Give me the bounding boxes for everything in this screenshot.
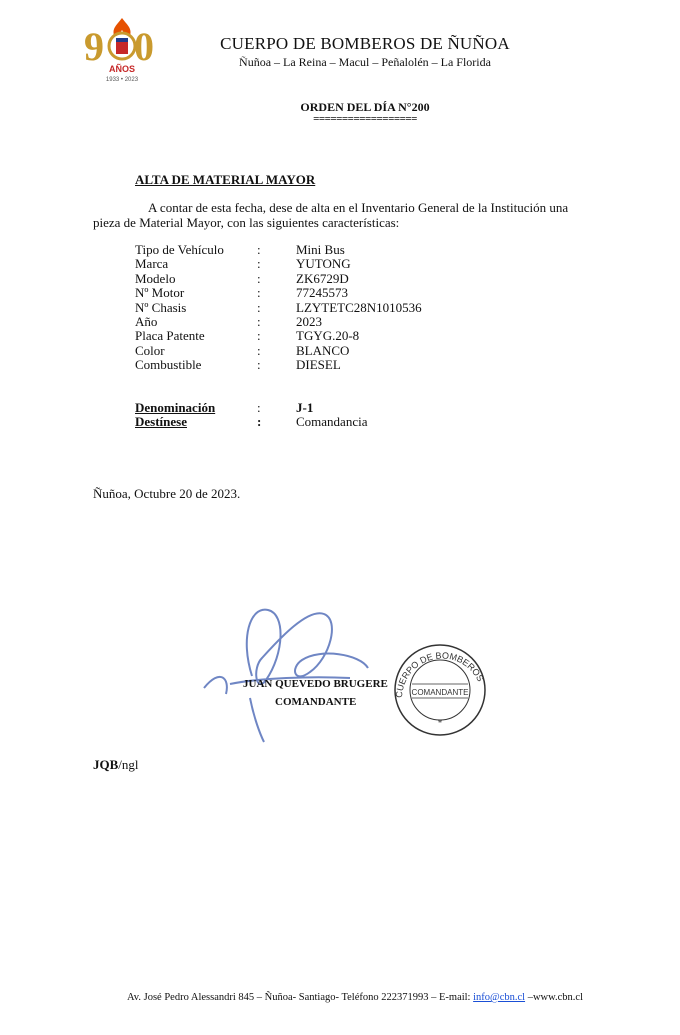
spec-row	[135, 315, 535, 329]
spec-row	[135, 243, 535, 257]
section-title: ALTA DE MATERIAL MAYOR	[135, 172, 316, 187]
destinese-separator: :	[257, 414, 262, 430]
spec-row	[135, 329, 535, 343]
initials-author: JQB	[93, 757, 119, 772]
spec-separator: :	[257, 299, 261, 315]
spec-value: ZK6729D	[296, 270, 349, 286]
denominacion-row	[135, 401, 535, 415]
logo-word: AÑOS	[108, 64, 136, 74]
spec-value: DIESEL	[296, 357, 341, 373]
stamp-center-text: COMANDANTE	[411, 688, 469, 697]
signatory-role: COMANDANTE	[275, 696, 357, 708]
reference-initials	[93, 757, 139, 773]
institution-title: CUERPO DE BOMBEROS DE ÑUÑOA	[220, 34, 510, 53]
spec-separator: :	[257, 357, 261, 373]
spec-row	[135, 301, 535, 315]
spec-separator: :	[257, 342, 261, 358]
order-title-rule: ==================	[313, 113, 417, 125]
spec-label: Nº Chasis	[135, 299, 187, 315]
initials-typist: /ngl	[118, 757, 139, 772]
vehicle-specs	[135, 243, 535, 373]
spec-row	[135, 286, 535, 300]
intro-text: A contar de esta fecha, dese de alta en el Inventario General de la Institución una pieza de Material Mayor, con las siguientes características:	[93, 200, 569, 230]
spec-label: Año	[135, 313, 158, 329]
signature-scribble-icon	[190, 598, 500, 748]
spec-separator: :	[257, 285, 261, 301]
spec-separator: :	[257, 270, 261, 286]
spec-value: TGYG.20-8	[296, 328, 360, 344]
spec-label: Placa Patente	[135, 328, 205, 344]
destinese-row	[135, 415, 535, 429]
destinese-value: Comandancia	[296, 414, 368, 430]
denominacion-label: Denominación	[135, 400, 216, 415]
spec-value: 2023	[296, 313, 322, 329]
institution-communes: Ñuñoa – La Reina – Macul – Peñalolén – La Florida	[239, 55, 491, 69]
commander-stamp-icon	[190, 598, 487, 735]
footer-web: –www.cbn.cl	[525, 992, 583, 1003]
spec-label: Combustible	[135, 357, 202, 373]
spec-row	[135, 272, 535, 286]
spec-value: 77245573	[296, 285, 348, 301]
spec-separator: :	[257, 313, 261, 329]
spec-row	[135, 358, 535, 372]
spec-row	[135, 344, 535, 358]
intro-paragraph	[93, 201, 593, 230]
spec-value: YUTONG	[296, 256, 351, 272]
svg-text:*: *	[437, 718, 443, 728]
vehicle-assignment	[135, 401, 535, 430]
footer-contact	[60, 992, 650, 1003]
svg-text:0: 0	[134, 24, 154, 69]
destinese-label: Destínese	[135, 414, 187, 430]
stamp-ring-text: CUERPO DE BOMBEROS	[393, 650, 486, 699]
spec-value: BLANCO	[296, 342, 350, 358]
spec-label: Marca	[135, 256, 169, 272]
denominacion-value: J-1	[296, 400, 314, 415]
denominacion-separator: :	[257, 400, 261, 415]
footer-address: Av. José Pedro Alessandri 845 – Ñuñoa- Santiago- Teléfono 222371993 – E-mail:	[127, 992, 474, 1003]
spec-separator: :	[257, 328, 261, 344]
spec-label: Nº Motor	[135, 285, 185, 301]
signature-and-stamp	[190, 598, 500, 748]
spec-label: Modelo	[135, 270, 176, 286]
svg-text:9: 9	[84, 24, 104, 69]
spec-label: Tipo de Vehículo	[135, 242, 224, 257]
spec-row	[135, 257, 535, 271]
logo-years: 1933 • 2023	[105, 77, 139, 83]
spec-separator: :	[257, 242, 261, 257]
footer-email-link[interactable]: info@cbn.cl	[473, 992, 526, 1003]
spec-value: Mini Bus	[296, 242, 345, 257]
spec-label: Color	[135, 342, 165, 358]
place-and-date: Ñuñoa, Octubre 20 de 2023.	[93, 486, 241, 501]
spec-separator: :	[257, 256, 261, 272]
order-title: ORDEN DEL DÍA N°200	[300, 100, 430, 114]
spec-value: LZYTETC28N1010536	[296, 299, 422, 315]
signatory-name: JUAN QUEVEDO BRUGERE	[243, 678, 388, 690]
